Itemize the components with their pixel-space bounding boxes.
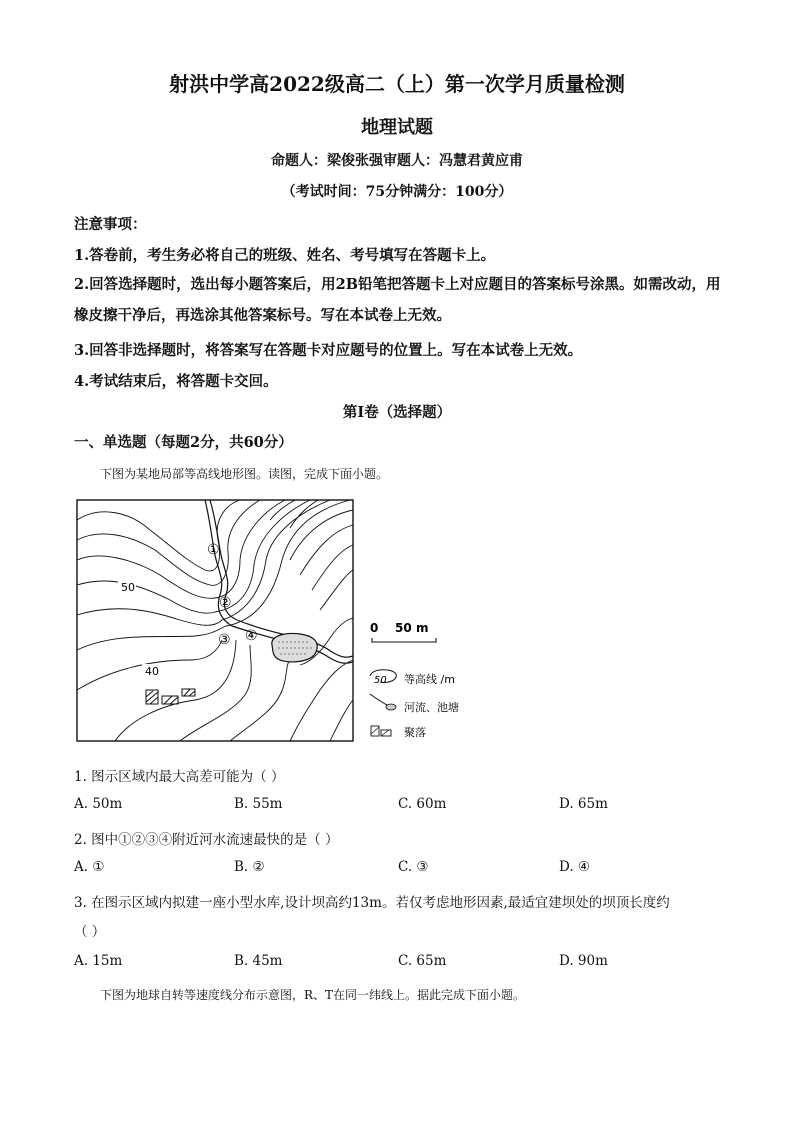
part1-title: 第I卷（选择题） <box>342 404 452 421</box>
q1-option-c[interactable]: C. 60m <box>398 796 447 812</box>
q3-option-c[interactable]: C. 65m <box>398 953 447 969</box>
legend-contour-label: 等高线 /m <box>404 673 455 686</box>
notice-item-2: 2.回答选择题时，选出每小题答案后，用2B铅笔把答题卡上对应题目的答案标号涂黑。如需改动，用橡皮擦干净后，再选涂其他答案标号。写在本试卷上无效。 <box>74 276 721 324</box>
authors-line: 命题人：梁俊张强审题人：冯慧君黄应甫 <box>271 153 523 169</box>
q2-option-c[interactable]: C. ③ <box>398 859 429 875</box>
question-3-stem-end: （ ） <box>74 924 106 940</box>
question-2-stem: 2. 图中①②③④附近河水流速最快的是（ ） <box>74 832 339 848</box>
legend-settlement-label: 聚落 <box>404 726 426 739</box>
next-question-intro: 下图为地球自转等速度线分布示意图，R、T在同一纬线上。据此完成下面小题。 <box>100 988 526 1002</box>
contour-label-50: 50 <box>121 581 135 594</box>
q3-option-b[interactable]: B. 45m <box>234 953 283 969</box>
q2-option-d[interactable]: D. ④ <box>559 859 591 875</box>
point-2-label: ② <box>219 595 232 611</box>
scale-bar <box>372 638 436 642</box>
notice-heading: 注意事项： <box>74 216 147 233</box>
q2-option-b[interactable]: B. ② <box>234 859 265 875</box>
q1-option-d[interactable]: D. 65m <box>559 796 608 812</box>
notice-item-4: 4.考试结束后，将答题卡交回。 <box>74 373 278 390</box>
scale-label: 0 50 m <box>370 621 429 635</box>
settlement-symbols <box>146 689 195 704</box>
q3-option-d[interactable]: D. 90m <box>559 953 608 969</box>
contour-label-40: 40 <box>145 665 159 678</box>
notice-item-1: 1.答卷前，考生务必将自己的班级、姓名、考号填写在答题卡上。 <box>74 247 496 264</box>
legend-contour-value: 50 <box>374 675 387 686</box>
point-1-label: ① <box>207 542 220 558</box>
map-frame <box>77 500 353 741</box>
point-4-label: ④ <box>245 628 258 644</box>
question-1-stem: 1. 图示区域内最大高差可能为（ ） <box>74 769 285 785</box>
q3-option-a[interactable]: A. 15m <box>74 953 123 969</box>
exam-title: 射洪中学高2022级高二（上）第一次学月质量检测 <box>169 72 625 96</box>
section-title: 一、单选题（每题2分，共60分） <box>74 434 293 451</box>
q1-option-a[interactable]: A. 50m <box>74 796 123 812</box>
q2-option-a[interactable]: A. ① <box>74 859 105 875</box>
point-3-label: ③ <box>218 632 231 648</box>
map-intro: 下图为某地局部等高线地形图。读图，完成下面小题。 <box>100 467 389 481</box>
q1-option-b[interactable]: B. 55m <box>234 796 283 812</box>
legend-settlement-symbol <box>371 726 379 736</box>
question-3-stem: 3. 在图示区域内拟建一座小型水库,设计坝高约13m。若仅考虑地形因素,最适宜建坝处的坝顶长度约 <box>74 895 670 911</box>
notice-item-3: 3.回答非选择题时，将答案写在答题卡对应题号的位置上。写在本试卷上无效。 <box>74 342 583 359</box>
subject-title: 地理试题 <box>361 117 433 138</box>
legend-river-label: 河流、池塘 <box>404 701 459 714</box>
exam-time-line: （考试时间：75分钟满分：100分） <box>281 184 513 200</box>
